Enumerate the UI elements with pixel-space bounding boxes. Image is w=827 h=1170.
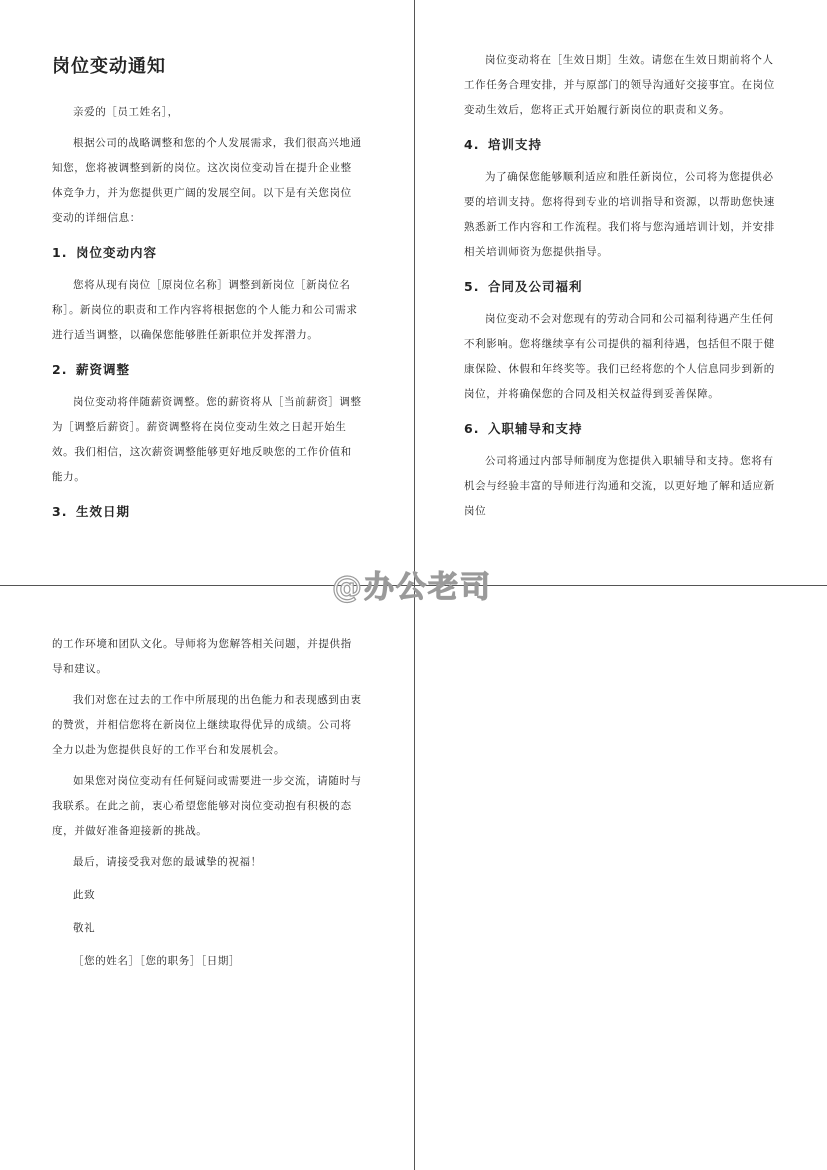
section-number: 1.	[52, 245, 68, 260]
document-page-3	[0, 586, 414, 1170]
section-title: 合同及公司福利	[488, 279, 583, 294]
section-heading-2	[52, 360, 362, 378]
section-title: 培训支持	[488, 137, 543, 152]
closing-paragraph-2: 如果您对岗位变动有任何疑问或需要进一步交流，请随时与我联系。在此之前，衷心希望您能够对岗位变动抱有积极的态度，并做好准备迎接新的挑战。	[52, 775, 362, 837]
document-page-2	[415, 0, 827, 585]
section-heading-4	[464, 135, 780, 153]
document-page-1	[0, 0, 414, 585]
document-title: 岗位变动通知	[52, 56, 166, 77]
section-body-5: 岗位变动不会对您现有的劳动合同和公司福利待遇产生任何不利影响。您将继续享有公司提供的福利待遇，包括但不限于健康保险、休假和年终奖等。我们已经将您的个人信息同步到新的岗位，并将确保您的合同及相关权益得到妥善保障。	[464, 313, 775, 400]
final-wish: 最后，请接受我对您的最诚挚的祝福！	[73, 856, 262, 868]
section-body-4: 为了确保您能够顺利适应和胜任新岗位，公司将为您提供必要的培训支持。您将得到专业的培训指导和资源，以帮助您快速熟悉新工作内容和工作流程。我们将与您沟通培训计划，并安排相关培训师资为您提供指导。	[464, 171, 775, 258]
section-number: 3.	[52, 504, 68, 519]
section-title: 岗位变动内容	[76, 245, 158, 260]
section-number: 5.	[464, 279, 480, 294]
section-body-6-part-2: 的工作环境和团队文化。导师将为您解答相关问题，并提供指导和建议。	[52, 638, 352, 675]
closing-paragraph-1: 我们对您在过去的工作中所展现的出色能力和表现感到由衷的赞赏，并相信您将在新岗位上继续取得优异的成绩。公司将全力以赴为您提供良好的工作平台和发展机会。	[52, 694, 362, 756]
section-title: 薪资调整	[76, 362, 131, 377]
section-number: 6.	[464, 421, 480, 436]
section-heading-6	[464, 419, 780, 437]
section-title: 生效日期	[76, 504, 131, 519]
section-body-3: 岗位变动将在［生效日期］生效。请您在生效日期前将个人工作任务合理安排，并与原部门的领导沟通好交接事宜。在岗位变动生效后，您将正式开始履行新岗位的职责和义务。	[464, 54, 775, 116]
section-number: 2.	[52, 362, 68, 377]
document-page-4	[415, 586, 827, 1170]
section-number: 4.	[464, 137, 480, 152]
section-body-1: 您将从现有岗位［原岗位名称］调整到新岗位［新岗位名称］。新岗位的职责和工作内容将根据您的个人能力和公司需求进行适当调整，以确保您能够胜任新职位并发挥潜力。	[52, 279, 358, 341]
greeting: 亲爱的［员工姓名］，	[73, 106, 179, 118]
section-heading-3	[52, 502, 362, 520]
sign-off-1: 此致	[73, 889, 96, 901]
section-heading-5	[464, 277, 780, 295]
section-heading-1	[52, 243, 362, 261]
intro-paragraph: 根据公司的战略调整和您的个人发展需求，我们很高兴地通知您，您将被调整到新的岗位。这次岗位变动旨在提升企业整体竞争力，并为您提供更广阔的发展空间。以下是有关您岗位变动的详细信息：	[52, 137, 362, 224]
section-title: 入职辅导和支持	[488, 421, 583, 436]
signature: ［您的姓名］［您的职务］［日期］	[73, 955, 241, 967]
sign-off-2: 敬礼	[73, 922, 96, 934]
section-body-6-part-1: 公司将通过内部导师制度为您提供入职辅导和支持。您将有机会与经验丰富的导师进行沟通和交流，以更好地了解和适应新岗位	[464, 455, 775, 517]
watermark: @办公老司	[332, 570, 492, 605]
section-body-2: 岗位变动将伴随薪资调整。您的薪资将从［当前薪资］调整为［调整后薪资］。薪资调整将在岗位变动生效之日起开始生效。我们相信，这次薪资调整能够更好地反映您的工作价值和能力。	[52, 396, 362, 483]
